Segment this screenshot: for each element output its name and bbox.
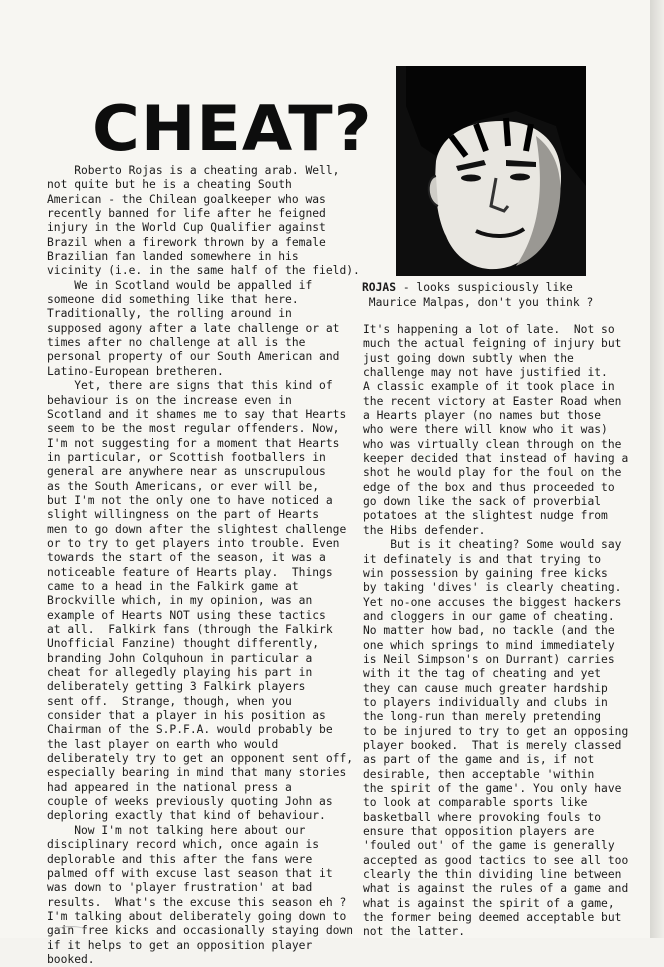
text-line: the former being deemed acceptable but <box>363 911 622 925</box>
text-line: to players individually and clubs in <box>363 695 608 709</box>
text-line: or to try to get players into trouble. Even <box>47 536 340 550</box>
text-line: not the latter. <box>363 925 466 939</box>
right-column <box>363 323 648 940</box>
text-line: It's happening a lot of late. Not so <box>363 323 615 336</box>
text-line: cheat for allegedly playing his part in <box>47 666 313 680</box>
text-line: challenge may not have justified it. <box>363 366 608 380</box>
text-line: clearly the thin dividing line between <box>363 868 622 882</box>
rojas-photo <box>396 66 586 276</box>
caption-name: ROJAS <box>362 281 397 294</box>
text-line: the Hibs defender. <box>363 523 486 537</box>
text-line: but I'm not the only one to have noticed a <box>47 493 333 507</box>
text-line: sent off. Strange, though, when you <box>47 694 292 708</box>
text-line: I'm not suggesting for a moment that Hearts <box>47 436 340 450</box>
text-line: booked. <box>47 952 95 966</box>
text-line: Brockville which, in my opinion, was an <box>47 594 313 608</box>
text-line: what is against the rules of a game and <box>363 882 629 896</box>
text-line: No matter how bad, no tackle (and the <box>363 624 615 638</box>
text-line: desirable, then acceptable 'within <box>363 767 595 781</box>
text-line: Scotland and it shames me to say that Hearts <box>47 407 347 421</box>
text-line: disciplinary record which, once again is <box>47 838 320 852</box>
text-line: edge of the box and thus proceeded to <box>363 480 615 494</box>
text-line: to look at comparable sports like <box>363 796 588 810</box>
text-line: and cloggers in our game of cheating. <box>363 609 615 623</box>
text-line: who were there will know who it was) <box>363 423 608 437</box>
text-line: Brazilian fan landed somewhere in his <box>47 250 299 264</box>
text-line: Yet, there are signs that this kind of <box>47 379 333 393</box>
text-line: not quite but he is a cheating South <box>47 178 292 192</box>
text-line: injury in the World Cup Qualifier against <box>47 221 326 235</box>
caption-text-2: Maurice Malpas, don't you think ? <box>362 296 594 309</box>
text-line: especially bearing in mind that many stories <box>47 766 347 780</box>
text-line: ensure that opposition players are <box>363 825 595 839</box>
text-line: keeper decided that instead of having a <box>363 452 629 466</box>
text-line: basketball where provoking fouls to <box>363 810 602 824</box>
text-line: had appeared in the national press a <box>47 780 292 794</box>
photo-caption <box>362 280 593 310</box>
text-line: by taking 'dives' is clearly cheating. <box>363 581 622 595</box>
text-line: I'm talking about deliberately going down to <box>47 909 347 923</box>
text-line: 'fouled out' of the game is generally <box>363 839 615 853</box>
text-line: player booked. That is merely classed <box>363 738 622 752</box>
text-line: who was virtually clean through on the <box>363 437 622 451</box>
text-line: Now I'm not talking here about our <box>47 823 306 837</box>
text-line: vicinity (i.e. in the same half of the field). <box>47 264 360 278</box>
text-line: the spirit of the game'. You only have <box>363 782 622 795</box>
text-line: shot he would play for the foul on the <box>363 466 622 480</box>
text-line: recently banned for life after he feigned <box>47 207 326 221</box>
text-line: win possession by gaining free kicks <box>363 566 608 580</box>
text-line: A classic example of it took place in <box>363 380 615 394</box>
text-line: Traditionally, the rolling around in <box>47 307 292 321</box>
text-line: Yet no-one accuses the biggest hackers <box>363 595 622 609</box>
text-line: with it the tag of cheating and yet <box>363 667 602 681</box>
text-line: gain free kicks and occasionally staying down <box>47 924 354 938</box>
headline: CHEAT? <box>92 92 373 165</box>
text-line: palmed off with excuse last season that it <box>47 866 333 880</box>
text-line: was down to 'player frustration' at bad <box>47 881 313 895</box>
caption-text-1: - looks suspiciously like <box>396 281 573 294</box>
left-column <box>47 164 360 967</box>
text-line: is Neil Simpson's on Durrant) carries <box>363 652 615 666</box>
text-line: someone did something like that here. <box>47 293 299 307</box>
text-line: results. What's the excuse this season eh ? <box>47 895 347 909</box>
text-line: at all. Falkirk fans (through the Falkirk <box>47 623 333 636</box>
text-line: accepted as good tactics to see all too <box>363 853 629 867</box>
text-line: Roberto Rojas is a cheating arab. Well, <box>47 164 340 177</box>
text-line: supposed agony after a late challenge or at <box>47 321 340 335</box>
text-line: a Hearts player (no names but those <box>363 409 602 423</box>
text-line: seem to be the most regular offenders. Now, <box>47 422 340 436</box>
text-line: branding John Colquhoun in particular a <box>47 651 313 665</box>
text-line: the recent victory at Easter Road when <box>363 394 622 408</box>
text-line: what is against the spirit of a game, <box>363 896 615 910</box>
text-line: deliberately try to get an opponent sent off, <box>47 752 354 766</box>
text-line: couple of weeks previously quoting John as <box>47 795 333 809</box>
text-line: as the South Americans, or ever will be, <box>47 479 320 493</box>
text-line: times after no challenge at all is the <box>47 336 306 350</box>
text-line: Chairman of the S.P.F.A. would probably be <box>47 723 333 737</box>
text-line: noticeable feature of Hearts play. Things <box>47 565 333 579</box>
text-line: men to go down after the slightest challenge <box>47 522 347 536</box>
text-line: potatoes at the slightest nudge from <box>363 509 608 523</box>
text-line: they can cause much greater hardship <box>363 681 608 695</box>
text-line: it definately is and that trying to <box>363 552 602 566</box>
text-line: Brazil when a firework thrown by a female <box>47 235 326 249</box>
text-line: the long-run than merely pretending <box>363 710 602 724</box>
text-line: to be injured to try to get an opposing <box>363 724 629 738</box>
text-line: consider that a player in his position as <box>47 709 326 723</box>
text-line: behaviour is on the increase even in <box>47 393 292 407</box>
text-line: one which springs to mind immediately <box>363 638 615 652</box>
text-line: in particular, or Scottish footballers in <box>47 450 326 464</box>
text-line: Latino-European bretheren. <box>47 364 224 378</box>
text-line: deploring exactly that kind of behaviour. <box>47 809 326 823</box>
text-line: go down like the sack of proverbial <box>363 495 602 509</box>
text-line: as part of the game and is, if not <box>363 753 595 767</box>
text-line: just going down subtly when the <box>363 351 574 365</box>
text-line: slight willingness on the part of Hearts <box>47 508 320 522</box>
text-line: general are anywhere near as unscrupulous <box>47 465 326 479</box>
text-line: deliberately getting 3 Falkirk players <box>47 680 306 694</box>
text-line: We in Scotland would be appalled if <box>47 278 313 292</box>
text-line: personal property of our South American and <box>47 350 340 364</box>
face-photo-image <box>396 66 586 276</box>
text-line: if it helps to get an opposition player <box>47 938 313 952</box>
text-line: the last player on earth who would <box>47 737 279 751</box>
page-edge-shadow <box>650 0 664 938</box>
page-corner-mark <box>56 926 86 935</box>
text-line: came to a head in the Falkirk game at <box>47 579 299 593</box>
text-line: Unofficial Fanzine) thought differently, <box>47 637 320 651</box>
text-line: example of Hearts NOT using these tactics <box>47 608 326 622</box>
text-line: But is it cheating? Some would say <box>363 538 622 552</box>
text-line: towards the start of the season, it was a <box>47 551 326 565</box>
text-line: American - the Chilean goalkeeper who was <box>47 192 326 206</box>
text-line: much the actual feigning of injury but <box>363 337 622 351</box>
text-line: deplorable and this after the fans were <box>47 852 313 866</box>
